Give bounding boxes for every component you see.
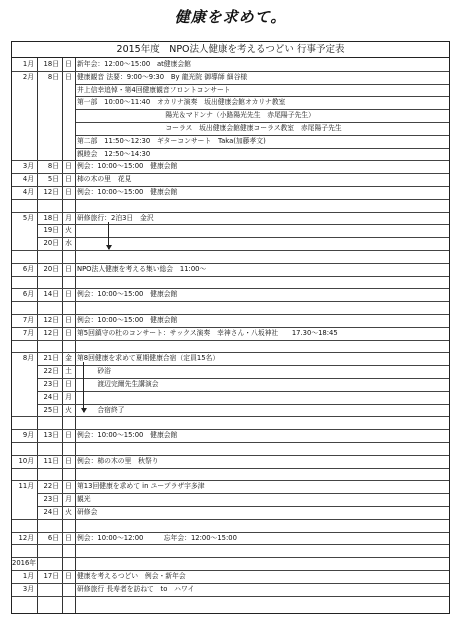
event-cell: 新年会：12:00～15:00 at健康会館: [77, 60, 191, 68]
event-cell: [77, 391, 447, 403]
month-cell: 3月: [22, 162, 34, 171]
weekday-cell: 日: [65, 431, 72, 440]
table-row: [12, 442, 449, 454]
table-row: [12, 404, 449, 416]
month-cell: [12, 301, 37, 313]
weekday-cell: [63, 135, 74, 147]
weekday-cell: [63, 519, 74, 531]
event-cell: 親睦会 12:50～14:30: [77, 149, 151, 158]
weekday-cell: 日: [65, 482, 72, 491]
day-cell: [38, 519, 62, 531]
table-row: [12, 480, 449, 492]
month-cell: 2016年: [12, 559, 37, 568]
day-cell: 22日: [43, 482, 59, 491]
day-cell: [38, 148, 62, 160]
table-row: [12, 135, 449, 147]
table-row: [12, 583, 449, 595]
table-row: [12, 263, 449, 275]
day-cell: 25日: [43, 405, 59, 414]
event-cell: [77, 519, 447, 531]
month-cell: [12, 340, 37, 352]
table-row: [12, 199, 449, 211]
month-cell: [12, 442, 37, 454]
weekday-cell: 日: [65, 72, 72, 81]
day-cell: 6日: [47, 533, 59, 542]
day-cell: 18日: [43, 60, 59, 68]
table-row: [12, 429, 449, 441]
month-cell: 9月: [22, 431, 34, 440]
weekday-cell: 日: [65, 533, 72, 542]
month-cell: 1月: [22, 60, 34, 68]
month-cell: 7月: [22, 316, 34, 324]
event-cell: [77, 276, 447, 288]
day-cell: 8日: [47, 72, 59, 81]
weekday-cell: [63, 557, 74, 569]
day-cell: 24日: [43, 508, 59, 516]
table-row: [12, 570, 449, 582]
weekday-cell: 日: [65, 162, 72, 171]
weekday-cell: 火: [65, 508, 72, 516]
event-cell: NPO法人健康を考える集い総会 11:00～: [77, 264, 207, 273]
event-cell: 例会：10:00～15:00 健康会館: [77, 188, 178, 196]
month-cell: [12, 122, 37, 134]
event-cell: 研修旅行 長寿者を訪ねて to ハワイ: [77, 584, 195, 593]
weekday-cell: 日: [65, 290, 72, 299]
event-cell: [77, 301, 447, 313]
day-cell: [38, 122, 62, 134]
table-row: [12, 160, 449, 172]
weekday-cell: 月: [65, 392, 72, 401]
day-cell: 17日: [43, 572, 59, 580]
day-cell: [38, 340, 62, 352]
month-cell: 10月: [18, 456, 34, 465]
weekday-cell: 日: [65, 328, 72, 337]
month-cell: 3月: [22, 584, 34, 593]
day-cell: 14日: [43, 290, 59, 299]
event-cell: 砂浴: [77, 367, 111, 376]
table-row: [12, 84, 449, 96]
weekday-cell: [63, 122, 74, 134]
day-cell: 12日: [43, 328, 59, 337]
event-cell: 第8回健康を求めて夏期健康合宿（定員15名）: [77, 354, 220, 363]
day-cell: [38, 109, 62, 121]
month-cell: [12, 506, 37, 518]
weekday-cell: [63, 583, 74, 595]
weekday-cell: [63, 301, 74, 313]
month-cell: [12, 544, 37, 556]
table-title: 2015年度 NPO法人健康を考えるつどい 行事予定表: [12, 42, 449, 58]
day-cell: 19日: [43, 226, 59, 235]
event-cell: 健康観音 法要：9:00～9:30 By 龍光院 御導師 細谷様: [77, 72, 248, 81]
event-cell: 渡辺完爾先生講演会: [77, 380, 159, 388]
table-row: [12, 365, 449, 377]
month-cell: [12, 468, 37, 480]
event-cell: [77, 224, 447, 236]
month-cell: [12, 224, 37, 236]
event-cell: 観光: [77, 495, 91, 504]
month-cell: [12, 378, 37, 390]
table-row: [12, 378, 449, 390]
month-cell: 7月: [22, 328, 34, 337]
event-cell: 研修旅行：2泊3日 金沢: [77, 213, 154, 222]
month-cell: [12, 365, 37, 377]
event-cell: 例会：柿の木の里 秋祭り: [77, 456, 159, 465]
day-cell: 24日: [43, 392, 59, 401]
day-cell: [38, 199, 62, 211]
day-cell: 21日: [43, 354, 59, 363]
event-cell: 研修会: [77, 508, 98, 516]
month-cell: [12, 404, 37, 416]
day-cell: [38, 276, 62, 288]
event-cell: 例会：10:00～15:00 健康会館: [77, 162, 178, 171]
day-cell: [38, 96, 62, 108]
day-cell: [38, 544, 62, 556]
table-row: [12, 173, 449, 185]
event-cell: 合宿終了: [77, 405, 125, 414]
table-row: [12, 96, 449, 108]
event-cell: 第二部 11:50～12:30 ギターコンサート Taka(加藤孝文): [77, 136, 266, 145]
day-cell: 18日: [43, 213, 59, 222]
event-cell: 例会：10:00～15:00 健康会館: [77, 290, 178, 299]
weekday-cell: [63, 276, 74, 288]
weekday-cell: 火: [65, 226, 72, 235]
table-row: [12, 519, 449, 531]
event-cell: 第5回鎮守の杜のコンサート：サックス演奏 幸神さん・八坂神社 17.30～18:45: [77, 328, 338, 337]
table-row: [12, 468, 449, 480]
weekday-cell: 金: [65, 354, 72, 363]
table-row: [12, 212, 449, 224]
event-cell: [77, 199, 447, 211]
month-cell: [12, 199, 37, 211]
event-cell: [77, 340, 447, 352]
day-cell: [38, 468, 62, 480]
day-cell: 13日: [43, 431, 59, 440]
table-row: [12, 122, 449, 134]
table-row: [12, 250, 449, 262]
weekday-cell: [63, 250, 74, 262]
month-cell: 8月: [22, 354, 34, 363]
weekday-cell: [63, 148, 74, 160]
day-cell: 5日: [47, 175, 59, 184]
month-cell: [12, 493, 37, 505]
day-cell: [38, 583, 62, 595]
day-cell: 12日: [43, 188, 59, 196]
event-cell: 第13回健康を求めて in ユープラザ宇多津: [77, 482, 205, 491]
weekday-cell: 日: [65, 60, 72, 68]
month-cell: 6月: [22, 264, 34, 273]
event-cell: 柿の木の里 花見: [77, 175, 132, 184]
day-cell: 12日: [43, 316, 59, 324]
day-cell: [38, 442, 62, 454]
weekday-cell: 日: [65, 188, 72, 196]
month-cell: [12, 96, 37, 108]
weekday-cell: [63, 199, 74, 211]
table-row: [12, 416, 449, 428]
weekday-cell: 日: [65, 264, 72, 273]
weekday-cell: [63, 544, 74, 556]
row-divider: [12, 596, 449, 597]
day-cell: 11日: [43, 456, 59, 465]
month-cell: 5月: [22, 213, 34, 222]
event-cell: 第一部 10:00～11:40 オカリナ演奏 坂出健康会館オカリナ教室: [77, 98, 286, 107]
table-row: [12, 109, 449, 121]
weekday-cell: 土: [65, 367, 72, 376]
duration-arrow-icon: [108, 222, 109, 250]
month-cell: [12, 84, 37, 96]
month-cell: [12, 148, 37, 160]
event-cell: [77, 468, 447, 480]
table-row: [12, 327, 449, 339]
table-row: [12, 301, 449, 313]
weekday-cell: [63, 442, 74, 454]
table-row: [12, 58, 449, 70]
table-row: [12, 455, 449, 467]
month-cell: 6月: [22, 290, 34, 299]
table-row: [12, 340, 449, 352]
weekday-cell: 日: [65, 572, 72, 580]
month-cell: [12, 416, 37, 428]
event-cell: 陽光＆マドンナ（小路陽光先生 赤尾陽子先生）: [77, 111, 315, 120]
day-cell: 23日: [43, 495, 59, 504]
month-cell: 11月: [18, 482, 34, 491]
month-cell: [12, 276, 37, 288]
day-cell: [38, 416, 62, 428]
weekday-cell: 日: [65, 380, 72, 388]
event-cell: [77, 557, 447, 569]
month-cell: [12, 135, 37, 147]
table-row: [12, 224, 449, 236]
event-cell: [77, 442, 447, 454]
event-cell: 井上信幸追悼・第4回健康観音フロントコンサート: [77, 85, 231, 94]
event-cell: 例会：10:00～12:00 忘年会：12:00～15:00: [77, 533, 237, 542]
table-row: [12, 276, 449, 288]
day-cell: [38, 557, 62, 569]
day-cell: [38, 301, 62, 313]
table-row: [12, 314, 449, 326]
weekday-cell: 日: [65, 316, 72, 324]
day-cell: 23日: [43, 380, 59, 388]
table-row: [12, 544, 449, 556]
month-cell: 12月: [18, 533, 34, 542]
weekday-cell: [63, 109, 74, 121]
weekday-cell: 月: [65, 495, 72, 504]
event-cell: 例会：10:00～15:00 健康会館: [77, 316, 178, 324]
table-row: [12, 288, 449, 300]
day-cell: 20日: [43, 239, 59, 248]
table-row: [12, 186, 449, 198]
weekday-cell: [63, 416, 74, 428]
duration-arrow-icon: [83, 362, 84, 411]
table-row: [12, 352, 449, 364]
month-cell: 4月: [22, 188, 34, 196]
event-cell: コーラス 坂出健康会館健康コーラス教室 赤尾陽子先生: [77, 124, 342, 132]
event-cell: [77, 237, 447, 249]
event-cell: 健康を考えるつどい 例会・新年会: [77, 572, 186, 580]
day-cell: [38, 84, 62, 96]
day-cell: 22日: [43, 367, 59, 376]
day-cell: [38, 250, 62, 262]
month-cell: [12, 250, 37, 262]
table-row: [12, 557, 449, 569]
table-row: [12, 493, 449, 505]
day-cell: 8日: [47, 162, 59, 171]
weekday-cell: 日: [65, 175, 72, 184]
month-cell: 1月: [22, 572, 34, 580]
schedule-table: [11, 41, 450, 614]
day-cell: [38, 135, 62, 147]
table-row: [12, 71, 449, 83]
month-cell: [12, 519, 37, 531]
weekday-cell: [63, 340, 74, 352]
weekday-cell: 月: [65, 213, 72, 222]
table-row: [12, 237, 449, 249]
table-row: [12, 532, 449, 544]
event-cell: 例会：10:00～15:00 健康会館: [77, 431, 178, 440]
month-cell: 4月: [22, 175, 34, 184]
table-row: [12, 148, 449, 160]
month-cell: [12, 391, 37, 403]
table-row: [12, 506, 449, 518]
weekday-cell: [63, 468, 74, 480]
event-cell: [77, 416, 447, 428]
event-cell: [77, 250, 447, 262]
weekday-cell: [63, 96, 74, 108]
month-cell: [12, 109, 37, 121]
month-cell: 2月: [22, 72, 34, 81]
weekday-cell: 日: [65, 456, 72, 465]
day-cell: 20日: [43, 264, 59, 273]
event-cell: [77, 544, 447, 556]
month-cell: [12, 237, 37, 249]
table-row: [12, 391, 449, 403]
logo-heading: 健康を求めて。: [174, 8, 287, 26]
weekday-cell: 水: [65, 239, 72, 248]
weekday-cell: [63, 84, 74, 96]
weekday-cell: 火: [65, 405, 72, 414]
